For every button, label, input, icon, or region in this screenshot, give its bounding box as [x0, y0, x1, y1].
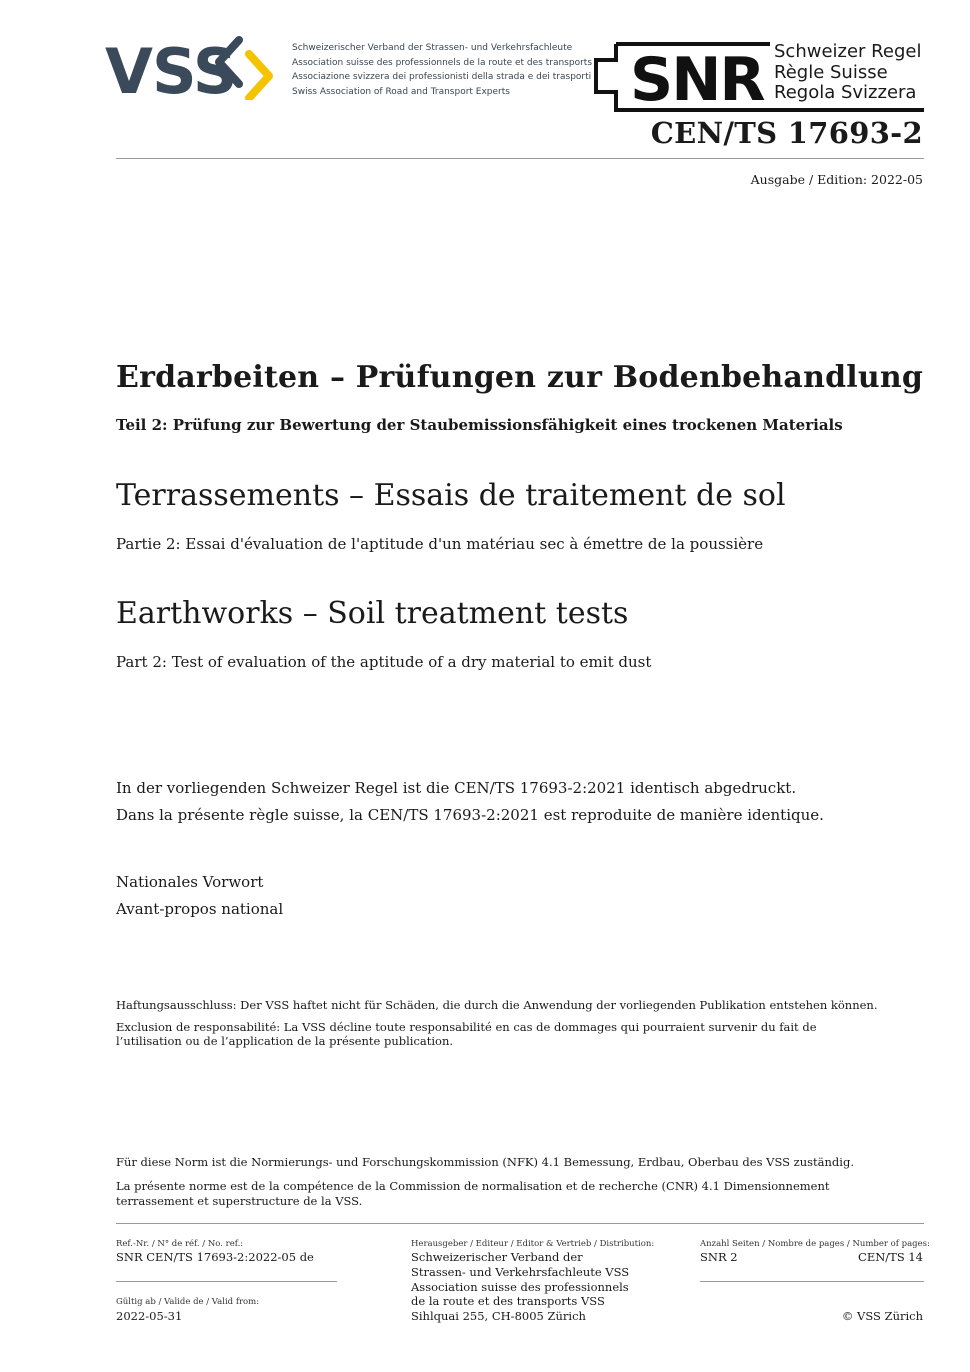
reference-value: SNR CEN/TS 17693-2:2022-05 de: [116, 1250, 314, 1264]
valid-from-value: 2022-05-31: [116, 1309, 183, 1323]
copyright-notice: © VSS Zürich: [841, 1309, 923, 1323]
association-name-en: Swiss Association of Road and Transport Experts: [292, 86, 510, 97]
publisher-line: Sihlquai 255, CH-8005 Zürich: [411, 1309, 586, 1324]
notice-german: In der vorliegenden Schweizer Regel ist die CEN/TS 17693-2:2021 identisch abgedruckt.: [116, 779, 797, 797]
vss-chevron-right-icon: [249, 54, 269, 98]
subtitle-english: Part 2: Test of evaluation of the aptitude of a dry material to emit dust: [116, 653, 652, 671]
vss-logo-text: VSS: [105, 36, 237, 100]
association-names: [292, 41, 592, 99]
page-count-divider: [700, 1281, 924, 1282]
snr-designation: [774, 42, 921, 104]
norm-number: CEN/TS 17693-2: [650, 116, 923, 150]
association-name-it: Associazione svizzera dei professionisti della strada e dei trasporti: [292, 72, 592, 82]
edition-date: Ausgabe / Edition: 2022-05: [750, 172, 923, 187]
publisher-line: Schweizerischer Verband der: [411, 1250, 583, 1264]
snr-designation-it: Regola Svizzera: [774, 82, 917, 103]
title-english: Earthworks – Soil treatment tests: [116, 596, 629, 631]
snr-logo-text: SNR: [630, 45, 764, 114]
header-divider: [116, 158, 924, 159]
committee-french: La présente norme est de la compétence de la Commission de normalisation et de recherche (CNR) 4.1 Dimensionnement terrassement et superstructure de la VSS.: [116, 1179, 830, 1208]
foreword-french: Avant-propos national: [116, 900, 284, 918]
snr-designation-fr: Règle Suisse: [774, 61, 888, 83]
publisher-line: de la route et des transports VSS: [411, 1294, 605, 1309]
association-name-de: Schweizerischer Verband der Strassen- und Verkehrsfachleute: [292, 43, 573, 53]
title-french: Terrassements – Essais de traitement de sol: [116, 478, 786, 513]
reference-label: Ref.-Nr. / N° de réf. / No. ref.:: [116, 1239, 244, 1249]
reference-divider: [116, 1281, 337, 1282]
subtitle-german: Teil 2: Prüfung zur Bewertung der Staubemissionsfähigkeit eines trockenen Materials: [116, 416, 843, 434]
title-german: Erdarbeiten – Prüfungen zur Bodenbehandlung: [116, 360, 924, 395]
publisher-address: [411, 1250, 629, 1324]
valid-from-label: Gültig ab / Valide de / Valid from:: [116, 1297, 260, 1307]
page-count-snr: SNR 2: [700, 1250, 738, 1264]
publisher-line: Association suisse des professionnels: [411, 1279, 629, 1294]
disclaimer-french: Exclusion de responsabilité: La VSS décline toute responsabilité en cas de dommages qui pourraient survenir du fait de l’utilisation ou de l’application de la présente publication.: [116, 1020, 817, 1048]
publisher-label: Herausgeber / Editeur / Editor & Vertrieb / Distribution:: [411, 1239, 655, 1249]
notice-french: Dans la présente règle suisse, la CEN/TS 17693-2:2021 est reproduite de manière identique.: [116, 806, 824, 824]
foreword-german: Nationales Vorwort: [116, 873, 264, 891]
association-name-fr: Association suisse des professionnels de la route et des transports: [292, 57, 593, 68]
publisher-line: Strassen- und Verkehrsfachleute VSS: [411, 1264, 630, 1279]
committee-german: Für diese Norm ist die Normierungs- und Forschungskommission (NFK) 4.1 Bemessung, Erdbau, Oberbau des VSS zuständig.: [116, 1155, 854, 1169]
footer-divider: [116, 1223, 924, 1224]
page-count-cen: CEN/TS 14: [858, 1250, 923, 1264]
page-count-label: Anzahl Seiten / Nombre de pages / Number of pages:: [700, 1239, 930, 1249]
snr-designation-de: Schweizer Regel: [774, 41, 922, 62]
disclaimer-german: Haftungsausschluss: Der VSS haftet nicht für Schäden, die durch die Anwendung der vorliegenden Publikation entstehen können.: [116, 998, 878, 1012]
vss-logo: [105, 36, 275, 100]
subtitle-french: Partie 2: Essai d'évaluation de l'aptitude d'un matériau sec à émettre de la poussière: [116, 535, 764, 553]
